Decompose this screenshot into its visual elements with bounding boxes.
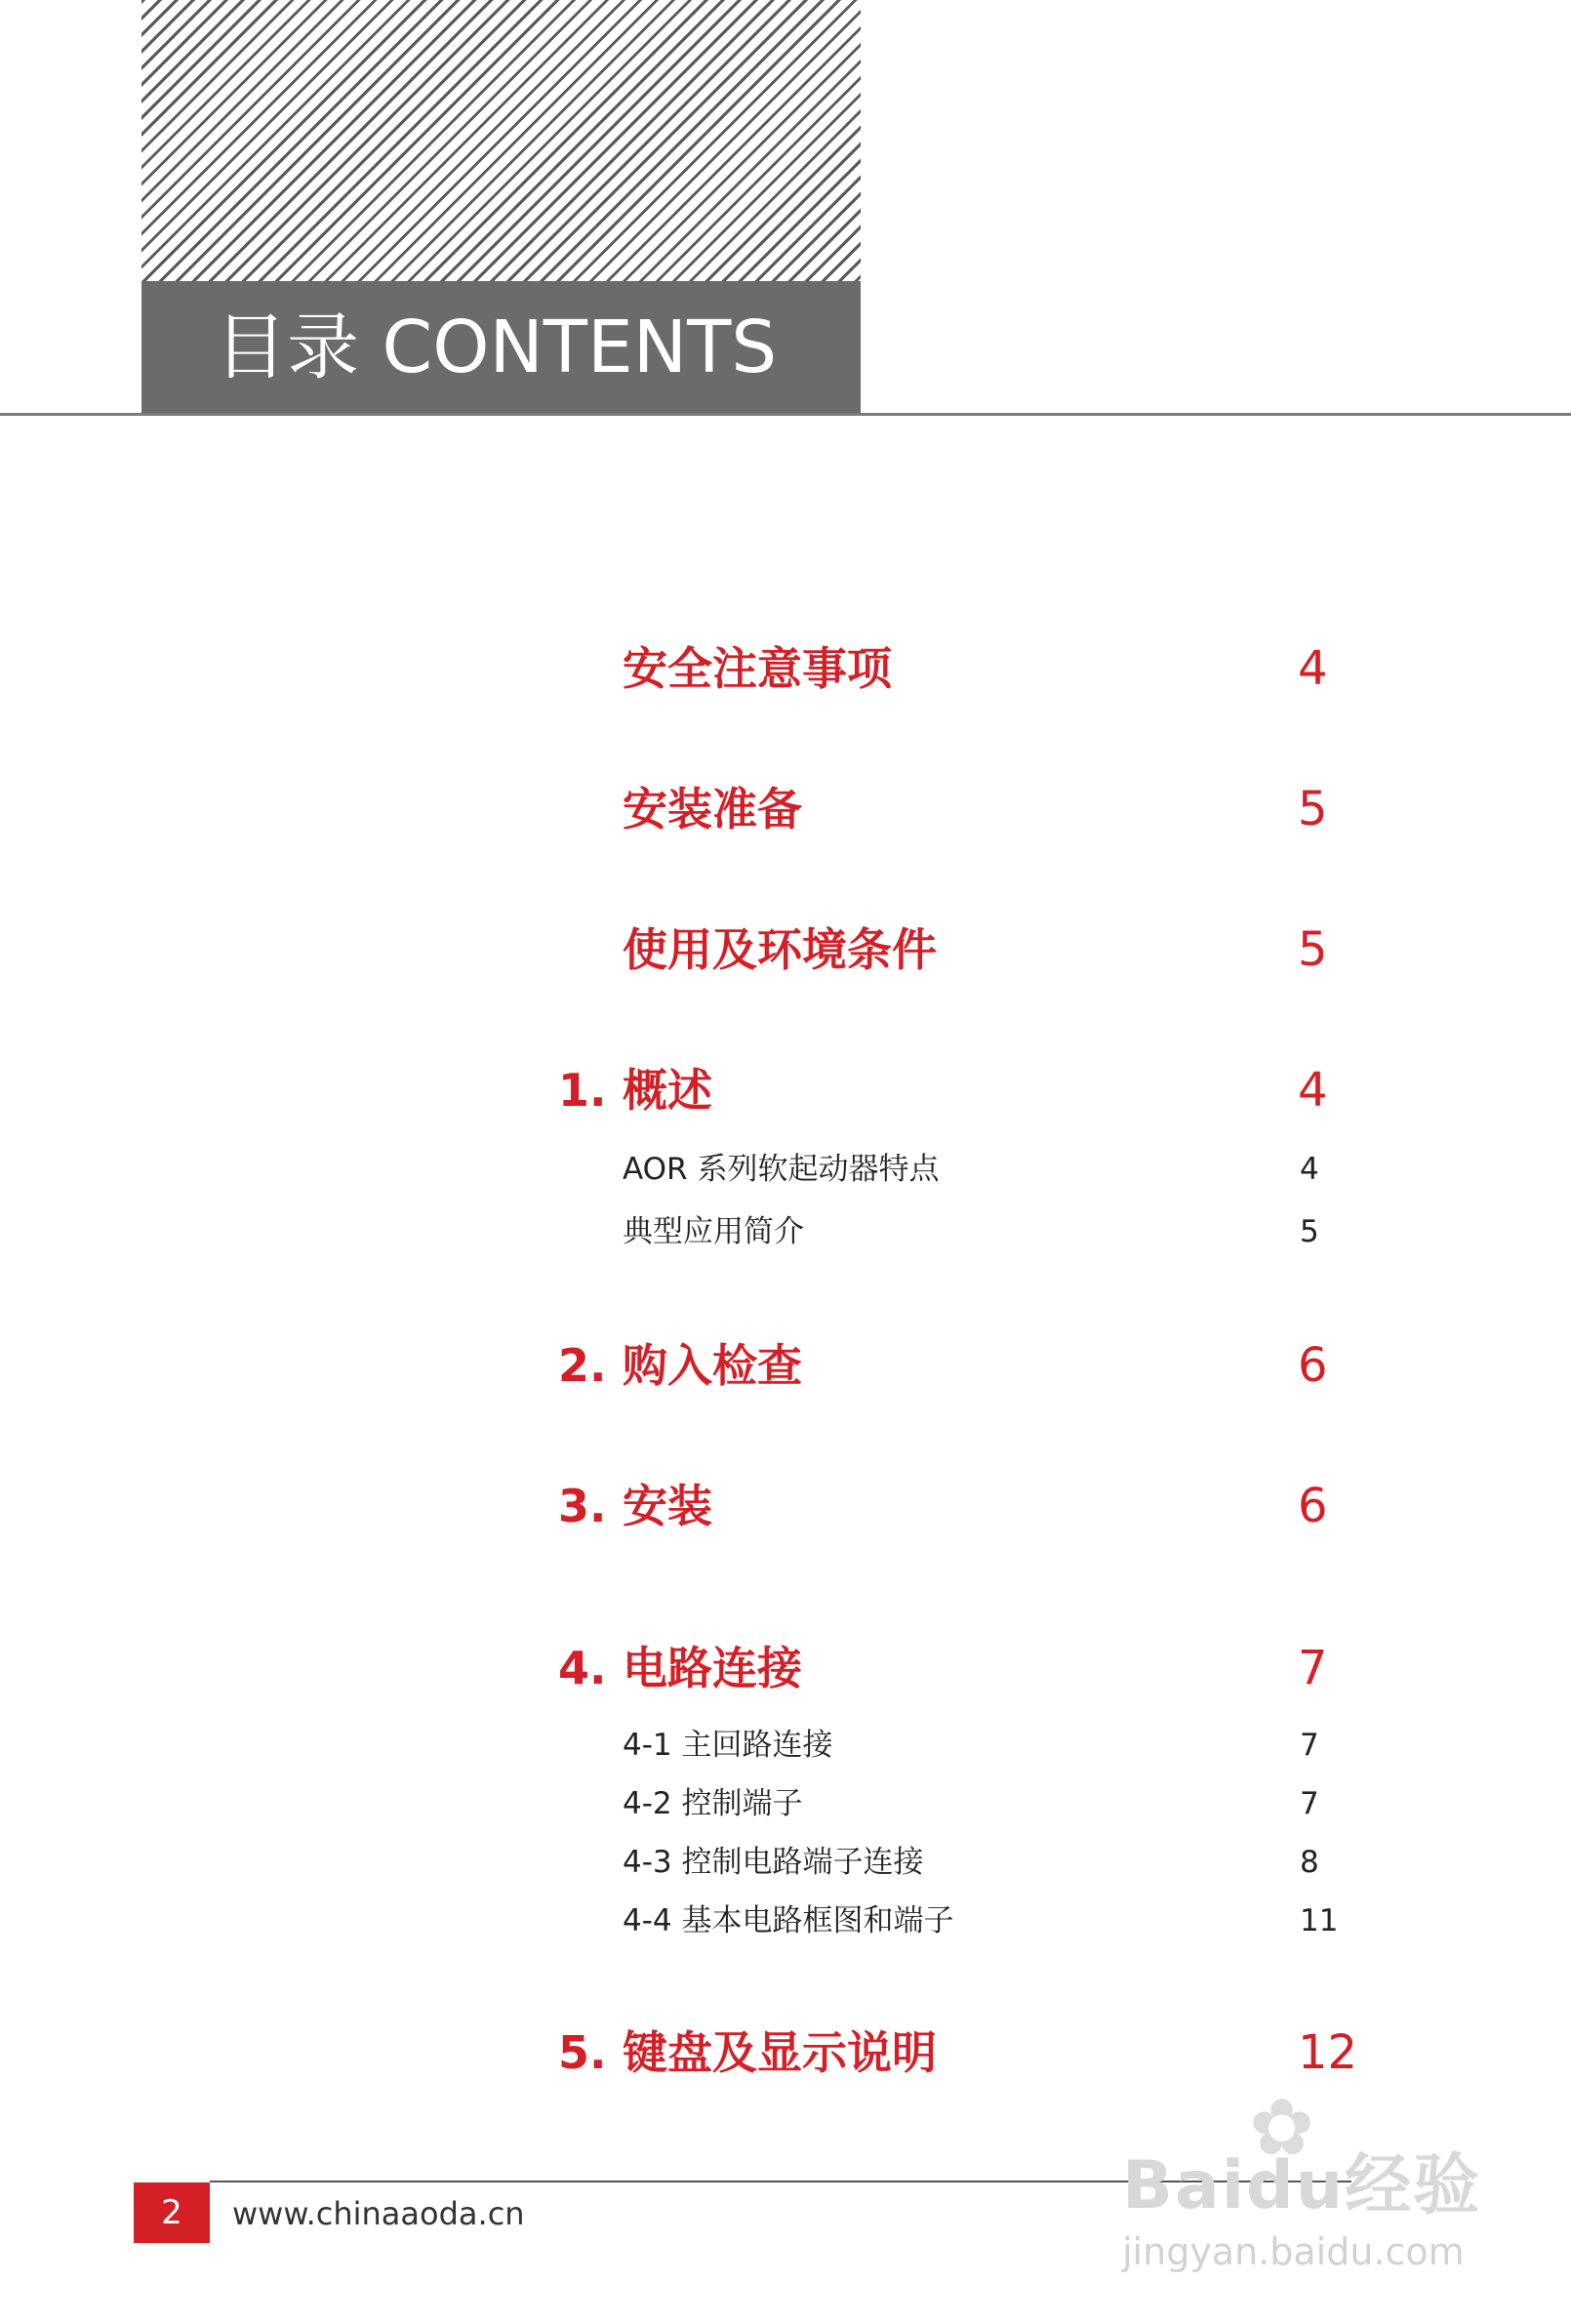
toc-section-3[interactable] <box>0 1472 1571 1540</box>
toc-entry-usage-env[interactable] <box>0 916 1571 984</box>
toc-section-number: 5. <box>558 2026 607 2079</box>
toc-subentry-typical-applications[interactable] <box>0 1208 1571 1255</box>
toc-subentry-page: 11 <box>1300 1903 1339 1938</box>
toc-section-5[interactable] <box>0 2018 1571 2087</box>
watermark-brand: Baidu经验 <box>1122 2147 1482 2224</box>
toc-subentry-label: 4-3 控制电路端子连接 <box>623 1845 924 1880</box>
toc-section-2[interactable] <box>0 1331 1571 1400</box>
header-title-band <box>141 281 861 413</box>
toc-subentry-page: 7 <box>1300 1728 1319 1763</box>
toc-section-number: 2. <box>558 1339 607 1392</box>
toc-section-page: 12 <box>1298 2025 1358 2080</box>
toc-subentry-page: 5 <box>1300 1214 1319 1249</box>
header-hatch-pattern <box>141 0 861 281</box>
toc-subentry-label: 典型应用简介 <box>623 1214 804 1249</box>
toc-section-label: 概述 <box>623 1064 712 1117</box>
baidu-watermark <box>1112 2082 1483 2274</box>
toc-entry-label: 使用及环境条件 <box>623 923 937 976</box>
toc-subentry-page: 7 <box>1300 1786 1319 1821</box>
toc-section-number: 1. <box>558 1064 607 1117</box>
toc-subentry-label: 4-2 控制端子 <box>623 1786 803 1821</box>
toc-entry-install-prep[interactable] <box>0 775 1571 843</box>
toc-entry-safety[interactable] <box>0 634 1571 703</box>
toc-section-page: 7 <box>1298 1641 1328 1695</box>
toc-subentry-4-4[interactable] <box>0 1897 1571 1944</box>
toc-subentry-label: AOR 系列软起动器特点 <box>623 1152 940 1187</box>
toc-entry-page: 5 <box>1298 782 1328 836</box>
toc-subentry-label: 4-4 基本电路框图和端子 <box>623 1903 954 1938</box>
toc-entry-label: 安全注意事项 <box>623 642 892 695</box>
toc-section-label: 键盘及显示说明 <box>623 2026 937 2079</box>
header-divider <box>0 413 1571 416</box>
toc-entry-label: 安装准备 <box>623 783 802 836</box>
toc-section-page: 6 <box>1298 1338 1328 1393</box>
page-number-badge: 2 <box>134 2182 210 2243</box>
toc-subentry-aor-features[interactable] <box>0 1146 1571 1193</box>
toc-section-number: 3. <box>558 1480 607 1532</box>
toc-section-4[interactable] <box>0 1634 1571 1702</box>
toc-subentry-4-3[interactable] <box>0 1839 1571 1886</box>
toc-section-page: 6 <box>1298 1479 1328 1533</box>
toc-subentry-4-1[interactable] <box>0 1722 1571 1769</box>
toc-entry-page: 4 <box>1298 641 1328 696</box>
toc-section-number: 4. <box>558 1642 607 1694</box>
toc-subentry-label: 4-1 主回路连接 <box>623 1728 833 1763</box>
toc-section-page: 4 <box>1298 1063 1328 1118</box>
toc-subentry-page: 8 <box>1300 1845 1319 1880</box>
toc-section-label: 安装 <box>623 1480 712 1532</box>
footer-website-link[interactable]: www.chinaaoda.cn <box>232 2195 525 2232</box>
toc-section-1[interactable] <box>0 1056 1571 1124</box>
toc-section-label: 购入检查 <box>623 1339 802 1392</box>
page-title: 目录 CONTENTS <box>215 306 778 389</box>
toc-section-label: 电路连接 <box>623 1642 802 1694</box>
paw-print-icon: ✿ <box>1249 2082 1315 2173</box>
toc-subentry-page: 4 <box>1300 1152 1319 1187</box>
toc-subentry-4-2[interactable] <box>0 1780 1571 1827</box>
toc-entry-page: 5 <box>1298 922 1328 977</box>
watermark-url: jingyan.baidu.com <box>1122 2230 1465 2273</box>
